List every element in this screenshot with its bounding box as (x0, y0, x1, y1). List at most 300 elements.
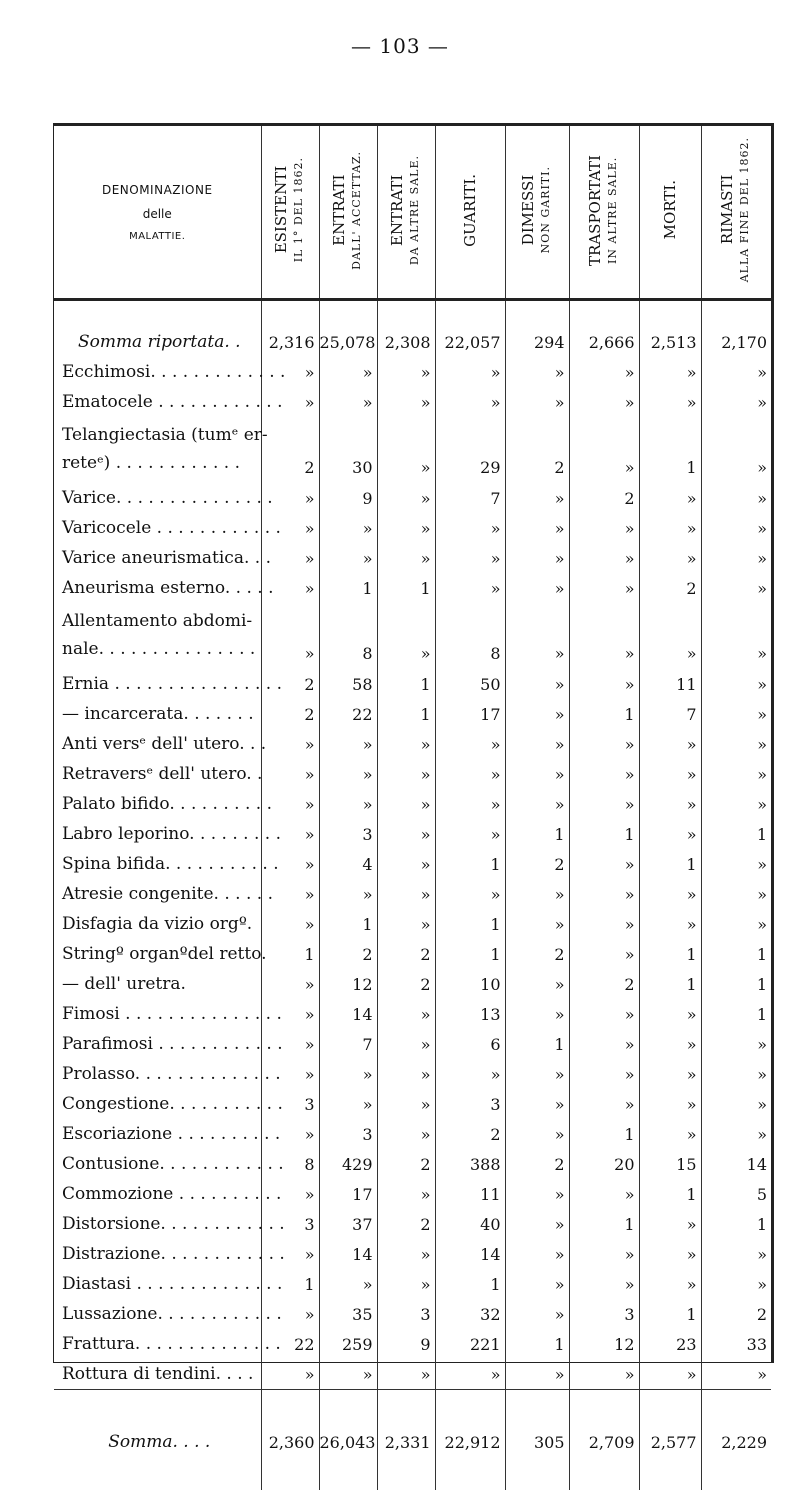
header-name-line-2: delle (142, 206, 172, 221)
value-cell: » (377, 357, 435, 387)
total-label: Somma. . . . (54, 1390, 261, 1461)
value-cell: 11 (435, 1179, 505, 1209)
value-cell: 22 (261, 1329, 319, 1359)
value-cell: » (701, 573, 771, 603)
disease-name (54, 909, 261, 939)
value-cell: » (377, 759, 435, 789)
disease-name-line: Varice. . . . . . . . . . . . . . . (62, 488, 273, 508)
value-cell: » (569, 1239, 639, 1269)
value-cell: 10 (435, 969, 505, 999)
disease-statistics-table-frame (53, 123, 774, 1452)
value-cell: » (377, 483, 435, 513)
value-cell: » (569, 513, 639, 543)
value-cell: 14 (319, 1239, 377, 1269)
value-cell: » (639, 1359, 701, 1390)
value-cell: 1 (435, 909, 505, 939)
value-cell: » (435, 879, 505, 909)
carried-value-cell: 2,170 (701, 327, 771, 357)
disease-name-line: Contusione. . . . . . . . . . . . (62, 1154, 284, 1174)
disease-name (54, 729, 267, 759)
disease-name (54, 1119, 281, 1149)
value-cell: 13 (435, 999, 505, 1029)
disease-name (54, 513, 281, 543)
value-cell: » (701, 879, 771, 909)
value-cell: » (569, 357, 639, 387)
value-cell: » (261, 759, 319, 789)
value-cell: 1 (701, 999, 771, 1029)
value-cell: 9 (377, 1329, 435, 1359)
value-cell: » (261, 1239, 319, 1269)
value-cell: 2 (505, 939, 569, 969)
disease-name-line: Frattura. . . . . . . . . . . . . . (62, 1334, 281, 1354)
value-cell: 29 (435, 417, 505, 483)
value-cell: 1 (569, 819, 639, 849)
value-cell: » (319, 879, 377, 909)
value-cell: 35 (319, 1299, 377, 1329)
value-cell: » (639, 1089, 701, 1119)
disease-row (54, 483, 771, 513)
value-cell: » (701, 1269, 771, 1299)
disease-name-line: Stringº organºdel retto. (62, 944, 267, 964)
value-cell: » (505, 1239, 569, 1269)
value-cell: 1 (569, 1119, 639, 1149)
disease-row (54, 669, 771, 699)
value-cell: » (435, 387, 505, 417)
value-cell: 1 (435, 849, 505, 879)
value-cell: 1 (505, 1029, 569, 1059)
value-cell: » (569, 603, 639, 669)
value-cell: » (701, 357, 771, 387)
value-cell: 2 (261, 669, 319, 699)
carried-value-cell: 2,316 (261, 327, 319, 357)
value-cell: 11 (639, 669, 701, 699)
disease-name (54, 1239, 285, 1269)
disease-row (54, 849, 771, 879)
value-cell: 2 (505, 849, 569, 879)
value-cell: » (505, 603, 569, 669)
value-cell: 2 (377, 969, 435, 999)
value-cell: 1 (377, 669, 435, 699)
value-cell: 2 (261, 417, 319, 483)
header-rimasti: RIMASTI ALLA FINE DEL 1862. (701, 126, 771, 300)
value-cell: 12 (319, 969, 377, 999)
value-cell: 14 (435, 1239, 505, 1269)
value-cell: » (319, 1359, 377, 1390)
value-cell: » (701, 1359, 771, 1390)
value-cell: » (505, 879, 569, 909)
value-cell: » (569, 789, 639, 819)
value-cell: » (435, 759, 505, 789)
value-cell: » (261, 819, 319, 849)
value-cell: 50 (435, 669, 505, 699)
value-cell: 1 (639, 939, 701, 969)
disease-row (54, 417, 771, 483)
disease-row (54, 1209, 771, 1239)
disease-row (54, 543, 771, 573)
value-cell: » (319, 513, 377, 543)
value-cell: » (505, 1119, 569, 1149)
value-cell: » (435, 1359, 505, 1390)
value-cell: » (569, 1359, 639, 1390)
header-disease-names (54, 126, 261, 300)
value-cell: » (377, 1269, 435, 1299)
carried-value-cell: 2,513 (639, 327, 701, 357)
disease-row (54, 789, 771, 819)
value-cell: » (569, 1089, 639, 1119)
value-cell: 6 (435, 1029, 505, 1059)
value-cell: 1 (377, 573, 435, 603)
value-cell: » (639, 999, 701, 1029)
value-cell: 40 (435, 1209, 505, 1239)
value-cell: 1 (639, 417, 701, 483)
value-cell: » (639, 759, 701, 789)
value-cell: » (377, 603, 435, 669)
value-cell: » (569, 1029, 639, 1059)
value-cell: » (505, 513, 569, 543)
value-cell: » (505, 483, 569, 513)
disease-name (54, 969, 261, 999)
value-cell: » (569, 1059, 639, 1089)
value-cell: 32 (435, 1299, 505, 1329)
disease-name-line: Atresie congenite. . . . . . (62, 884, 273, 904)
value-cell: » (701, 729, 771, 759)
disease-statistics-table (54, 126, 771, 1490)
header-dimessi: DIMESSI NON GARITI. (505, 126, 569, 300)
value-cell: » (435, 819, 505, 849)
disease-name-line: Retraversᵉ dell' utero. . (62, 764, 263, 784)
disease-name-line: Escoriazione . . . . . . . . . . (62, 1124, 281, 1144)
value-cell: 3 (319, 1119, 377, 1149)
value-cell: » (569, 1269, 639, 1299)
disease-name-line: Disfagia da vizio orgº. (62, 914, 253, 934)
value-cell: » (261, 513, 319, 543)
disease-row (54, 729, 771, 759)
value-cell: 7 (319, 1029, 377, 1059)
carried-value-cell: 2,666 (569, 327, 639, 357)
value-cell: » (639, 879, 701, 909)
value-cell: 14 (701, 1149, 771, 1179)
value-cell: » (319, 789, 377, 819)
header-name-line-3: MALATTIE. (129, 230, 186, 242)
value-cell: » (505, 699, 569, 729)
value-cell: » (319, 1089, 377, 1119)
value-cell: » (701, 1059, 771, 1089)
value-cell: » (435, 357, 505, 387)
carried-sum-label: Somma riportata. . (77, 332, 241, 352)
disease-name (54, 417, 268, 483)
value-cell: 3 (377, 1299, 435, 1329)
value-cell: 2 (377, 1209, 435, 1239)
disease-row (54, 1029, 771, 1059)
value-cell: 2 (505, 1149, 569, 1179)
total-value-cell: 2,360 (261, 1390, 319, 1461)
disease-name-line: — incarcerata. . . . . . . (62, 704, 254, 724)
value-cell: » (505, 1179, 569, 1209)
total-value-cell: 305 (505, 1390, 569, 1461)
value-cell: » (639, 1119, 701, 1149)
value-cell: » (701, 699, 771, 729)
value-cell: » (319, 759, 377, 789)
value-cell: 1 (701, 939, 771, 969)
value-cell: 14 (319, 999, 377, 1029)
value-cell: 4 (319, 849, 377, 879)
disease-row (54, 1059, 771, 1089)
disease-row (54, 1119, 771, 1149)
value-cell: » (569, 417, 639, 483)
disease-name-line: Telangiectasia (tumᵉ er- (62, 425, 268, 445)
header-entrati-altre-sale: ENTRATI DA ALTRE SALE. (377, 126, 435, 300)
value-cell: » (639, 1059, 701, 1089)
value-cell: 8 (261, 1149, 319, 1179)
carried-value-cell: 25,078 (319, 327, 377, 357)
value-cell: » (569, 849, 639, 879)
value-cell: » (701, 1029, 771, 1059)
value-cell: » (505, 1359, 569, 1390)
value-cell: » (505, 543, 569, 573)
disease-name (54, 1209, 285, 1239)
value-cell: » (261, 1059, 319, 1089)
disease-name-line: Labro leporino. . . . . . . . . (62, 824, 281, 844)
disease-row (54, 1239, 771, 1269)
disease-name-line: reteᵉ) . . . . . . . . . . . . (62, 453, 240, 473)
value-cell: » (701, 789, 771, 819)
value-cell: 8 (435, 603, 505, 669)
value-cell: » (701, 387, 771, 417)
page-number: — 103 — (351, 34, 449, 58)
value-cell: 2 (377, 939, 435, 969)
disease-name-line: nale. . . . . . . . . . . . . . . (62, 639, 256, 659)
value-cell: » (701, 1089, 771, 1119)
value-cell: 1 (639, 1179, 701, 1209)
value-cell: » (639, 819, 701, 849)
value-cell: » (569, 879, 639, 909)
disease-name (54, 1269, 283, 1299)
value-cell: 7 (435, 483, 505, 513)
value-cell: 1 (319, 573, 377, 603)
value-cell: » (639, 1209, 701, 1239)
value-cell: » (377, 1119, 435, 1149)
value-cell: 12 (569, 1329, 639, 1359)
value-cell: » (701, 1119, 771, 1149)
disease-name (54, 1299, 282, 1329)
value-cell: 2 (261, 699, 319, 729)
value-cell: » (377, 417, 435, 483)
disease-name-line: Aneurisma esterno. . . . . (62, 578, 274, 598)
value-cell: » (377, 1059, 435, 1089)
carried-value-cell: 2,308 (377, 327, 435, 357)
value-cell: » (261, 849, 319, 879)
value-cell: » (435, 1059, 505, 1089)
disease-row (54, 513, 771, 543)
total-value-cell: 22,912 (435, 1390, 505, 1461)
value-cell: » (569, 573, 639, 603)
value-cell: » (261, 999, 319, 1029)
header-trasportati: TRASPORTATI IN ALTRE SALE. (569, 126, 639, 300)
disease-row (54, 939, 771, 969)
value-cell: » (505, 1089, 569, 1119)
tail-row (54, 1460, 771, 1490)
value-cell: 1 (435, 939, 505, 969)
disease-name-line: Ecchimosi. . . . . . . . . . . . . (62, 362, 286, 382)
carried-value-cell: 294 (505, 327, 569, 357)
disease-name-line: Diastasi . . . . . . . . . . . . . . (62, 1274, 283, 1294)
value-cell: 2 (505, 417, 569, 483)
disease-name-line: Allentamento abdomi- (62, 611, 253, 631)
value-cell: » (701, 603, 771, 669)
disease-name (54, 1149, 284, 1179)
disease-name (54, 1029, 283, 1059)
value-cell: » (639, 1239, 701, 1269)
value-cell: 1 (639, 969, 701, 999)
value-cell: » (435, 789, 505, 819)
value-cell: » (435, 543, 505, 573)
value-cell: » (261, 483, 319, 513)
value-cell: 3 (569, 1299, 639, 1329)
disease-row (54, 999, 771, 1029)
value-cell: 2 (639, 573, 701, 603)
header-guariti: GUARITI. (435, 126, 505, 300)
value-cell: » (261, 1179, 319, 1209)
disease-row (54, 1359, 771, 1390)
disease-row (54, 387, 771, 417)
disease-name (54, 999, 282, 1029)
value-cell: » (701, 417, 771, 483)
value-cell: 58 (319, 669, 377, 699)
value-cell: 5 (701, 1179, 771, 1209)
disease-name (54, 669, 282, 699)
value-cell: 221 (435, 1329, 505, 1359)
value-cell: 7 (639, 699, 701, 729)
value-cell: » (569, 999, 639, 1029)
disease-name (54, 1089, 283, 1119)
value-cell: » (261, 357, 319, 387)
total-value-cell: 26,043 (319, 1390, 377, 1461)
value-cell: » (377, 513, 435, 543)
value-cell: » (701, 543, 771, 573)
value-cell: » (377, 1359, 435, 1390)
value-cell: » (505, 357, 569, 387)
spacer-row (54, 300, 771, 328)
value-cell: » (505, 1299, 569, 1329)
value-cell: 1 (701, 969, 771, 999)
value-cell: » (639, 789, 701, 819)
value-cell: » (701, 483, 771, 513)
value-cell: 1 (701, 819, 771, 849)
value-cell: » (261, 387, 319, 417)
value-cell: » (639, 387, 701, 417)
value-cell: » (701, 849, 771, 879)
value-cell: 20 (569, 1149, 639, 1179)
disease-row (54, 573, 771, 603)
value-cell: » (701, 1239, 771, 1269)
value-cell: » (505, 573, 569, 603)
disease-row (54, 1269, 771, 1299)
value-cell: » (261, 729, 319, 759)
value-cell: » (261, 1029, 319, 1059)
disease-name (54, 879, 273, 909)
value-cell: » (701, 513, 771, 543)
value-cell: 15 (639, 1149, 701, 1179)
value-cell: 1 (569, 1209, 639, 1239)
disease-row (54, 879, 771, 909)
value-cell: » (569, 939, 639, 969)
disease-name (54, 603, 261, 669)
value-cell: » (505, 999, 569, 1029)
total-value-cell: 2,331 (377, 1390, 435, 1461)
value-cell: » (261, 909, 319, 939)
disease-row (54, 969, 771, 999)
value-cell: 3 (261, 1209, 319, 1239)
value-cell: 1 (701, 1209, 771, 1239)
value-cell: » (261, 1119, 319, 1149)
disease-name-line: — dell' uretra. (62, 974, 186, 994)
disease-name-line: Congestione. . . . . . . . . . . (62, 1094, 283, 1114)
value-cell: » (377, 543, 435, 573)
disease-name (54, 483, 273, 513)
value-cell: » (569, 543, 639, 573)
value-cell: » (505, 789, 569, 819)
total-value-cell: 2,229 (701, 1390, 771, 1461)
carried-sum-row (54, 327, 771, 357)
value-cell: 1 (505, 819, 569, 849)
value-cell: » (319, 357, 377, 387)
disease-row (54, 1179, 771, 1209)
value-cell: 1 (639, 1299, 701, 1329)
disease-name-line: Varice aneurismatica. . . (62, 548, 271, 568)
disease-name (54, 789, 273, 819)
value-cell: » (505, 387, 569, 417)
value-cell: » (639, 909, 701, 939)
value-cell: » (319, 387, 377, 417)
value-cell: » (435, 513, 505, 543)
disease-name (54, 387, 283, 417)
value-cell: » (701, 909, 771, 939)
value-cell: 2 (319, 939, 377, 969)
value-cell: » (261, 1299, 319, 1329)
disease-name-line: Rottura di tendini. . . . (62, 1364, 254, 1384)
value-cell: » (701, 669, 771, 699)
value-cell: » (569, 909, 639, 939)
value-cell: 2 (569, 483, 639, 513)
value-cell: » (261, 603, 319, 669)
value-cell: 3 (435, 1089, 505, 1119)
value-cell: » (377, 819, 435, 849)
value-cell: » (377, 729, 435, 759)
disease-name (54, 1179, 282, 1209)
disease-name (54, 699, 261, 729)
value-cell: 1 (261, 939, 319, 969)
disease-row (54, 1149, 771, 1179)
disease-name-line: Distrazione. . . . . . . . . . . . (62, 1244, 285, 1264)
value-cell: » (377, 789, 435, 819)
value-cell: » (505, 909, 569, 939)
value-cell: » (505, 1269, 569, 1299)
value-cell: » (505, 1209, 569, 1239)
total-row (54, 1390, 771, 1461)
disease-name (54, 543, 271, 573)
value-cell: 1 (261, 1269, 319, 1299)
value-cell: 429 (319, 1149, 377, 1179)
value-cell: » (261, 789, 319, 819)
value-cell: » (505, 729, 569, 759)
value-cell: » (435, 573, 505, 603)
value-cell: 17 (435, 699, 505, 729)
disease-row (54, 819, 771, 849)
value-cell: 23 (639, 1329, 701, 1359)
value-cell: » (319, 543, 377, 573)
disease-name-line: Anti versᵉ dell' utero. . . (62, 734, 267, 754)
disease-name (54, 1329, 281, 1359)
